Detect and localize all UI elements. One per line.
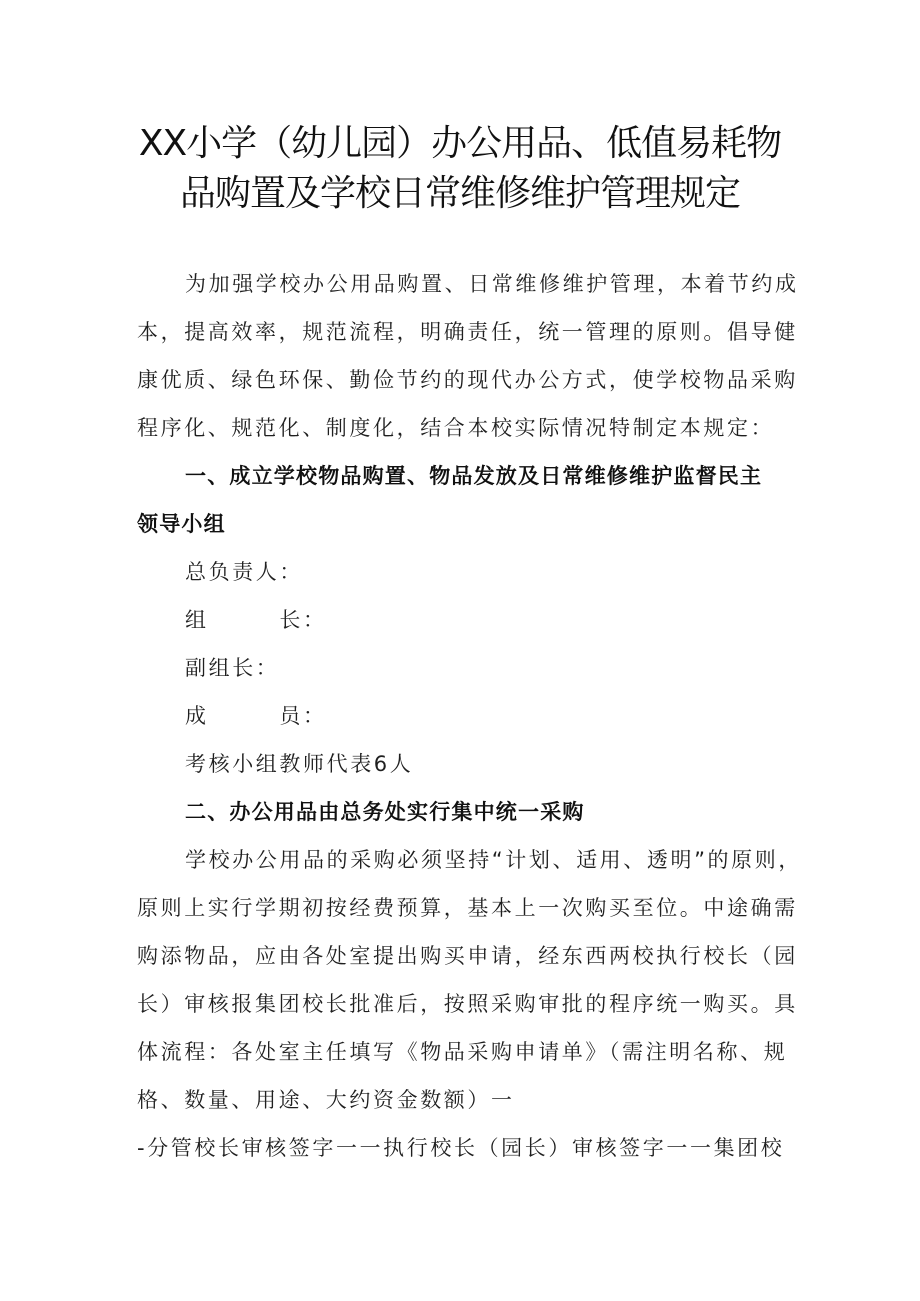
role-deputy: 副组长：: [185, 656, 280, 680]
document-title-line-2: 品购置及学校日常维修维护管理规定: [179, 173, 740, 214]
intro-line-1: 为加强学校办公用品购置、日常维修维护管理，本着节约成: [185, 272, 799, 296]
role-leader: 组 长：: [185, 608, 327, 632]
section2-line-4: 长）审核报集团校长批准后，按照采购审批的程序统一购买。具: [137, 992, 798, 1016]
section1-heading-line-1: 一、成立学校物品购置、物品发放及日常维修维护监督民主: [185, 464, 763, 488]
section2-heading: 二、办公用品由总务处实行集中统一采购: [185, 800, 585, 824]
section2-line-7: -分管校长审核签字一一执行校长（园长）审核签字一一集团校: [137, 1136, 785, 1160]
section2-line-3: 购添物品，应由各处室提出购买申请，经东西两校执行校长（园: [137, 944, 798, 968]
section1-heading-line-2: 领导小组: [137, 512, 226, 536]
section2-line-1: 学校办公用品的采购必须坚持“计划、适用、透明”的原则，: [185, 848, 802, 872]
section2-line-2: 原则上实行学期初按经费预算，基本上一次购买至位。中途确需: [137, 896, 798, 920]
intro-line-4: 程序化、规范化、制度化，结合本校实际情况特制定本规定：: [137, 416, 775, 440]
section2-line-5: 体流程：各处室主任填写《物品采购申请单》（需注明名称、规: [137, 1040, 788, 1064]
intro-line-2: 本，提高效率，规范流程，明确责任，统一管理的原则。倡导健: [137, 320, 798, 344]
document-title-line-1: XX小学（幼儿园）办公用品、低值易耗物: [138, 123, 782, 164]
role-members: 成 员：: [185, 704, 327, 728]
role-chief: 总负责人：: [185, 560, 303, 584]
intro-line-3: 康优质、绿色环保、勤俭节约的现代办公方式，使学校物品采购: [137, 368, 798, 392]
section2-line-6: 格、数量、用途、大约资金数额）一: [137, 1088, 515, 1112]
role-teacher-reps: 考核小组教师代表6人: [185, 752, 414, 776]
